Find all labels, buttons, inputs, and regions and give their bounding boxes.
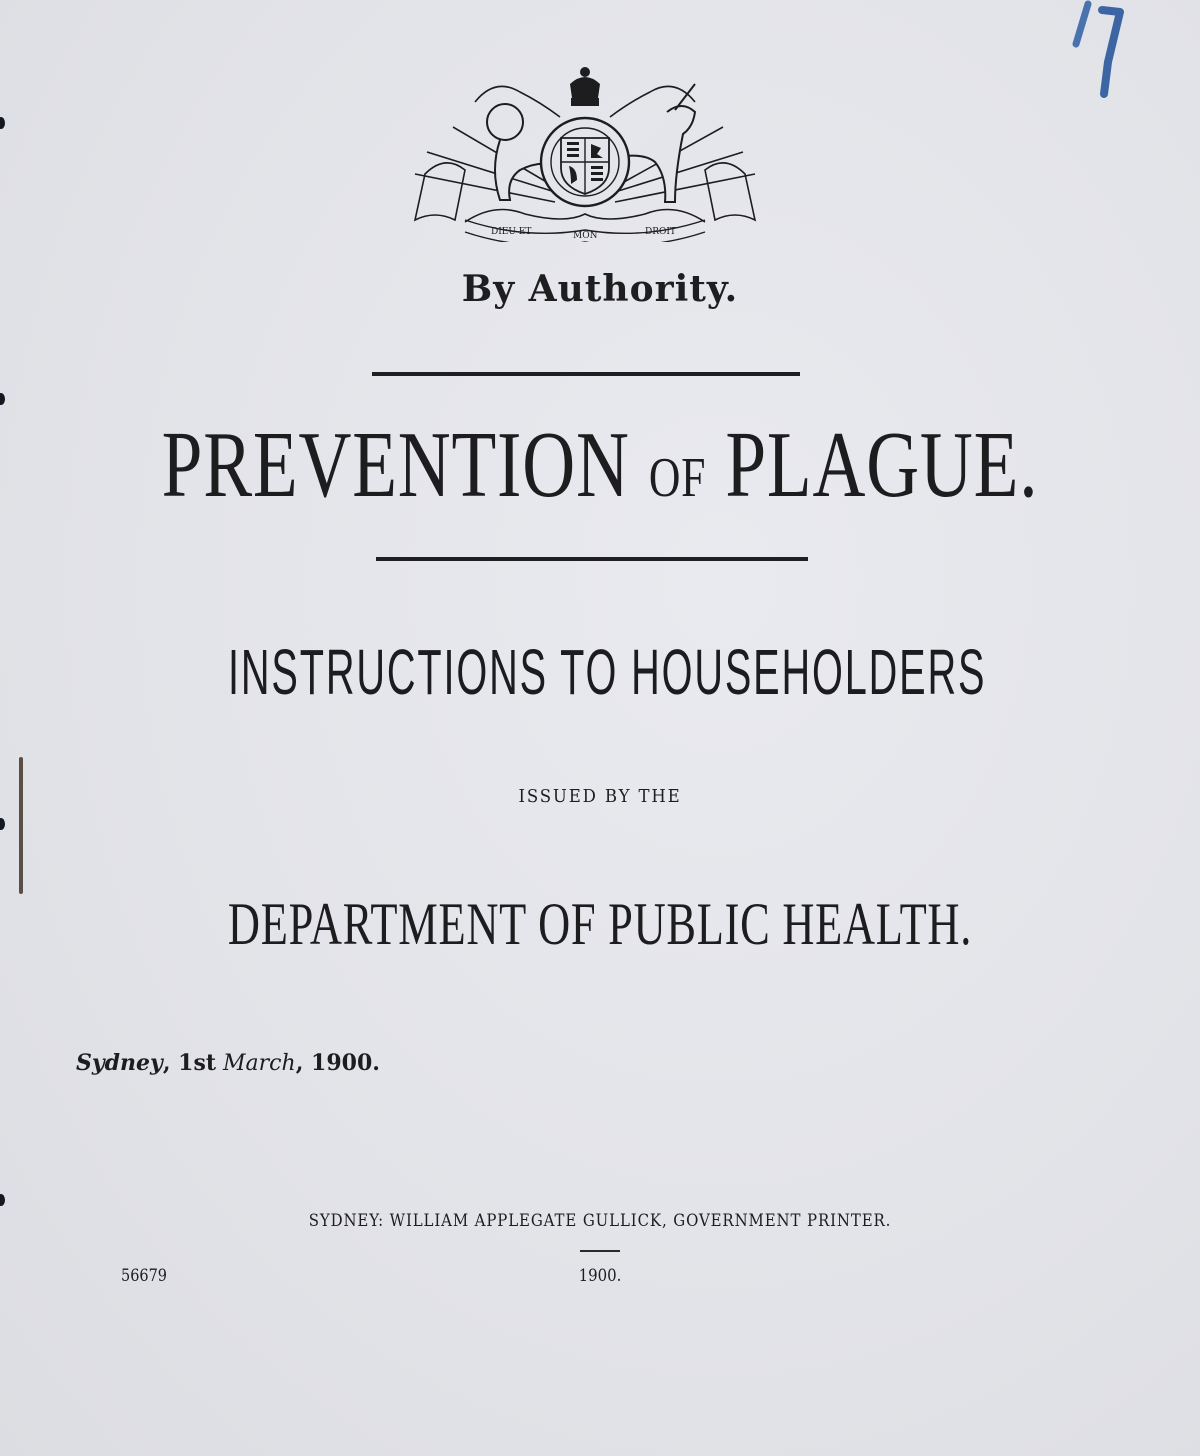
divider-rule-top: [372, 372, 800, 376]
date-place: Sydney: [76, 1050, 163, 1076]
handwritten-number-mark: [1068, 0, 1138, 100]
printer-imprint: SYDNEY: WILLIAM APPLEGATE GULLICK, GOVERNMENT PRINTER.: [308, 1211, 892, 1231]
motto-droit: DROIT: [645, 227, 676, 237]
binding-hole: [0, 818, 5, 830]
subtitle-instructions: INSTRUCTIONS TO HOUSEHOLDERS: [228, 636, 987, 708]
date-year: 1900.: [311, 1050, 380, 1076]
binding-hole: [0, 1194, 5, 1206]
date-month: March: [216, 1051, 296, 1076]
royal-coat-of-arms-icon: [405, 62, 765, 242]
motto-dieu-et: DIEU ET: [491, 227, 532, 237]
imprint-rule: [580, 1250, 620, 1252]
binding-mark: [19, 757, 23, 894]
issued-by-line: ISSUED BY THE: [518, 786, 682, 807]
page-title: [132, 413, 1068, 517]
title-plague: PLAGUE.: [725, 413, 1039, 517]
date-day: 1st: [178, 1050, 217, 1076]
binding-hole: [0, 393, 5, 405]
title-of: OF: [648, 447, 707, 509]
department-name: DEPARTMENT OF PUBLIC HEALTH.: [227, 891, 973, 957]
by-authority-heading: By Authority.: [461, 268, 739, 310]
date-line: Sydney, 1st March, 1900.: [76, 1050, 380, 1076]
motto-mon: MON: [573, 231, 598, 241]
imprint-year: 1900.: [578, 1266, 622, 1286]
divider-rule-bottom: [376, 557, 808, 561]
binding-hole: [0, 117, 5, 129]
job-number: 56679: [121, 1266, 167, 1286]
title-prevention: PREVENTION: [161, 413, 630, 517]
